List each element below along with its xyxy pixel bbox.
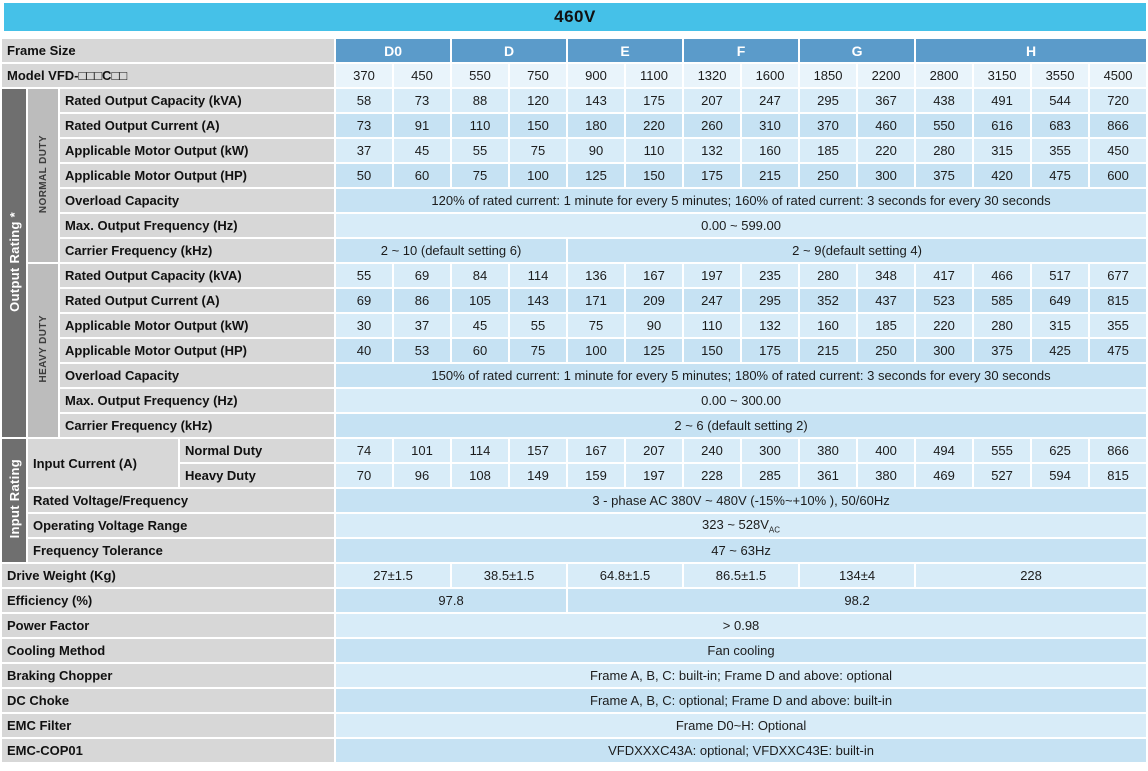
row-label: Carrier Frequency (kHz) [60,414,334,437]
value-cell: 250 [800,164,856,187]
model-cell: 1320 [684,64,740,87]
model-label: Model VFD-□□□C□□ [2,64,334,87]
span-value-cell: 97.8 [336,589,566,612]
value-cell: 75 [510,339,566,362]
row-label: Applicable Motor Output (HP) [60,164,334,187]
value-cell: 100 [510,164,566,187]
value-cell: 150 [684,339,740,362]
row-label: Braking Chopper [2,664,334,687]
spec-row [2,739,1146,762]
value-cell: 585 [974,289,1030,312]
spec-row [2,89,1146,112]
value-cell: 523 [916,289,972,312]
value-cell: 815 [1090,464,1146,487]
value-cell: 475 [1090,339,1146,362]
value-cell: 58 [336,89,392,112]
output-rating-section-label: Output Rating * [6,211,22,312]
row-label: Rated Voltage/Frequency [28,489,334,512]
model-cell: 370 [336,64,392,87]
value-cell: 228 [684,464,740,487]
value-cell: 220 [626,114,682,137]
value-cell: 185 [858,314,914,337]
frame-header: D0 [336,39,450,62]
spec-row [2,689,1146,712]
spec-row [2,339,1146,362]
merged-value-cell: 47 ~ 63Hz [336,539,1146,562]
spec-row [2,664,1146,687]
value-cell: 53 [394,339,450,362]
value-cell: 555 [974,439,1030,462]
model-cell: 4500 [1090,64,1146,87]
row-label: Drive Weight (Kg) [2,564,334,587]
value-cell: 438 [916,89,972,112]
model-cell: 1600 [742,64,798,87]
value-cell: 50 [336,164,392,187]
span-value-cell: 86.5±1.5 [684,564,798,587]
row-label: Operating Voltage Range [28,514,334,537]
value-cell: 517 [1032,264,1088,287]
value-cell: 73 [336,114,392,137]
value-cell: 260 [684,114,740,137]
value-cell: 315 [974,139,1030,162]
value-cell: 91 [394,114,450,137]
value-cell: 215 [800,339,856,362]
row-label: Overload Capacity [60,364,334,387]
value-cell: 75 [452,164,508,187]
row-label: EMC Filter [2,714,334,737]
value-cell: 247 [742,89,798,112]
value-cell: 417 [916,264,972,287]
value-cell: 110 [684,314,740,337]
frame-header: D [452,39,566,62]
duty-sub-label: Heavy Duty [180,464,334,487]
value-cell: 180 [568,114,624,137]
merged-value-cell: Fan cooling [336,639,1146,662]
value-cell: 167 [568,439,624,462]
frame-header: F [684,39,798,62]
merged-value-cell [336,514,1146,537]
value-cell: 491 [974,89,1030,112]
value-cell: 352 [800,289,856,312]
value-cell: 420 [974,164,1030,187]
spec-row [2,489,1146,512]
value-cell: 114 [510,264,566,287]
model-cell: 3550 [1032,64,1088,87]
model-cell: 2800 [916,64,972,87]
value-cell: 75 [568,314,624,337]
value-cell: 300 [858,164,914,187]
value-cell: 207 [626,439,682,462]
frame-header: H [916,39,1146,62]
value-cell: 380 [858,464,914,487]
spec-row [2,714,1146,737]
spec-row [2,639,1146,662]
output-rating-section-bar [2,89,26,437]
row-label: Rated Output Current (A) [60,289,334,312]
value-cell: 250 [858,339,914,362]
value-cell: 285 [742,464,798,487]
value-cell: 136 [568,264,624,287]
value-cell: 45 [394,139,450,162]
spec-row [2,164,1146,187]
row-label: Cooling Method [2,639,334,662]
value-cell: 171 [568,289,624,312]
value-cell: 866 [1090,439,1146,462]
row-label: Max. Output Frequency (Hz) [60,389,334,412]
merged-value-cell: 0.00 ~ 599.00 [336,214,1146,237]
value-cell: 235 [742,264,798,287]
value-cell: 295 [742,289,798,312]
value-cell: 175 [684,164,740,187]
spec-row [2,389,1146,412]
value-cell: 159 [568,464,624,487]
spec-row [2,239,1146,262]
row-label: Applicable Motor Output (HP) [60,339,334,362]
value-cell: 74 [336,439,392,462]
value-cell: 157 [510,439,566,462]
row-label: Rated Output Current (A) [60,114,334,137]
value-cell: 375 [974,339,1030,362]
row-label: Applicable Motor Output (kW) [60,314,334,337]
model-cell: 1100 [626,64,682,87]
value-cell: 197 [684,264,740,287]
span-value-cell: 98.2 [568,589,1146,612]
span-value-cell: 38.5±1.5 [452,564,566,587]
spec-row [2,264,1146,287]
normal-duty-label: NORMAL DUTY [37,134,49,214]
value-cell: 100 [568,339,624,362]
row-label: Power Factor [2,614,334,637]
value-cell: 185 [800,139,856,162]
value-cell: 348 [858,264,914,287]
value-cell: 40 [336,339,392,362]
model-cell: 1850 [800,64,856,87]
value-cell: 60 [394,164,450,187]
model-cell: 900 [568,64,624,87]
merged-value-cell: 2 ~ 6 (default setting 2) [336,414,1146,437]
frame-header: E [568,39,682,62]
value-cell: 625 [1032,439,1088,462]
value-cell: 466 [974,264,1030,287]
input-rating-section-label: Input Rating [6,459,22,539]
value-cell: 220 [858,139,914,162]
duty-sub-label: Normal Duty [180,439,334,462]
value-cell: 110 [452,114,508,137]
value-cell: 88 [452,89,508,112]
value-cell: 69 [394,264,450,287]
value-cell: 84 [452,264,508,287]
value-cell: 207 [684,89,740,112]
input-current-label: Input Current (A) [28,439,178,487]
value-cell: 86 [394,289,450,312]
spec-row [2,289,1146,312]
value-cell: 600 [1090,164,1146,187]
value-cell: 425 [1032,339,1088,362]
value-cell: 400 [858,439,914,462]
value-cell: 132 [742,314,798,337]
merged-value-cell: 0.00 ~ 300.00 [336,389,1146,412]
value-cell: 616 [974,114,1030,137]
value-cell: 527 [974,464,1030,487]
value-cell: 550 [916,114,972,137]
merged-value-cell: 150% of rated current: 1 minute for every 5 minutes; 180% of rated current: 3 seconds for every 30 seconds [336,364,1146,387]
heavy-duty-bar [28,264,58,437]
value-cell: 37 [336,139,392,162]
spec-row [2,189,1146,212]
value-cell: 96 [394,464,450,487]
spec-row [2,564,1146,587]
value-cell: 90 [626,314,682,337]
value-cell: 160 [800,314,856,337]
merged-value-cell: Frame A, B, C: built-in; Frame D and above: optional [336,664,1146,687]
spec-row [2,114,1146,137]
value-cell: 649 [1032,289,1088,312]
row-label: Rated Output Capacity (kVA) [60,89,334,112]
normal-duty-bar [28,89,58,262]
value-cell: 240 [684,439,740,462]
value-cell: 101 [394,439,450,462]
merged-value-cell: > 0.98 [336,614,1146,637]
value-cell: 90 [568,139,624,162]
value-cell: 132 [684,139,740,162]
value-cell: 167 [626,264,682,287]
value-cell: 361 [800,464,856,487]
value-cell: 300 [916,339,972,362]
value-cell: 677 [1090,264,1146,287]
value-cell: 45 [452,314,508,337]
model-cell: 750 [510,64,566,87]
merged-value-cell: 3 - phase AC 380V ~ 480V (-15%~+10% ), 50/60Hz [336,489,1146,512]
spec-row [2,414,1146,437]
value-cell: 280 [974,314,1030,337]
voltage-class-banner: 460V [4,3,1146,31]
value-cell: 544 [1032,89,1088,112]
row-label: DC Choke [2,689,334,712]
value-cell: 247 [684,289,740,312]
value-cell: 55 [510,314,566,337]
frame-size-row [2,39,1146,62]
merged-value-cell: VFDXXXC43A: optional; VFDXXC43E: built-in [336,739,1146,762]
value-cell: 55 [452,139,508,162]
value-cell: 280 [916,139,972,162]
value-cell: 114 [452,439,508,462]
frame-size-label: Frame Size [2,39,334,62]
spec-row [2,364,1146,387]
spec-row [2,514,1146,537]
value-cell: 105 [452,289,508,312]
model-cell: 550 [452,64,508,87]
merged-text: 323 ~ 528V [702,516,769,532]
value-cell: 60 [452,339,508,362]
value-cell: 175 [742,339,798,362]
value-cell: 110 [626,139,682,162]
value-cell: 150 [510,114,566,137]
value-cell: 295 [800,89,856,112]
value-cell: 494 [916,439,972,462]
value-cell: 125 [626,339,682,362]
spec-row [2,539,1146,562]
merged-value-cell: Frame A, B, C: optional; Frame D and above: built-in [336,689,1146,712]
value-cell: 815 [1090,289,1146,312]
value-cell: 355 [1090,314,1146,337]
row-label: Efficiency (%) [2,589,334,612]
value-cell: 37 [394,314,450,337]
span-value-cell: 27±1.5 [336,564,450,587]
row-label: Carrier Frequency (kHz) [60,239,334,262]
row-label: EMC-COP01 [2,739,334,762]
value-cell: 175 [626,89,682,112]
value-cell: 300 [742,439,798,462]
value-cell: 437 [858,289,914,312]
spec-row [2,214,1146,237]
value-cell: 108 [452,464,508,487]
value-cell: 594 [1032,464,1088,487]
spec-row [2,589,1146,612]
value-cell: 375 [916,164,972,187]
value-cell: 310 [742,114,798,137]
value-cell: 315 [1032,314,1088,337]
value-cell: 355 [1032,139,1088,162]
span-value-cell: 64.8±1.5 [568,564,682,587]
value-cell: 143 [568,89,624,112]
value-cell: 370 [800,114,856,137]
model-cell: 2200 [858,64,914,87]
model-cell: 450 [394,64,450,87]
spec-row [2,314,1146,337]
span-value-cell: 228 [916,564,1146,587]
value-cell: 460 [858,114,914,137]
model-cell: 3150 [974,64,1030,87]
value-cell: 469 [916,464,972,487]
row-label: Applicable Motor Output (kW) [60,139,334,162]
span-value-cell: 2 ~ 10 (default setting 6) [336,239,566,262]
value-cell: 209 [626,289,682,312]
value-cell: 120 [510,89,566,112]
value-cell: 75 [510,139,566,162]
spec-row [2,614,1146,637]
value-cell: 30 [336,314,392,337]
value-cell: 866 [1090,114,1146,137]
value-cell: 683 [1032,114,1088,137]
value-cell: 280 [800,264,856,287]
value-cell: 149 [510,464,566,487]
row-label: Rated Output Capacity (kVA) [60,264,334,287]
value-cell: 215 [742,164,798,187]
span-value-cell: 2 ~ 9(default setting 4) [568,239,1146,262]
row-label: Overload Capacity [60,189,334,212]
value-cell: 150 [626,164,682,187]
value-cell: 450 [1090,139,1146,162]
value-cell: 220 [916,314,972,337]
value-cell: 125 [568,164,624,187]
value-cell: 73 [394,89,450,112]
spec-table [0,37,1148,764]
merged-sub-text: AC [768,525,781,535]
value-cell: 367 [858,89,914,112]
value-cell: 69 [336,289,392,312]
spec-row [2,139,1146,162]
value-cell: 720 [1090,89,1146,112]
span-value-cell: 134±4 [800,564,914,587]
value-cell: 380 [800,439,856,462]
model-row [2,64,1146,87]
value-cell: 160 [742,139,798,162]
input-rating-section-bar [2,439,26,562]
heavy-duty-label: HEAVY DUTY [37,315,49,383]
frame-header: G [800,39,914,62]
value-cell: 55 [336,264,392,287]
value-cell: 143 [510,289,566,312]
row-label: Frequency Tolerance [28,539,334,562]
value-cell: 197 [626,464,682,487]
spec-row [2,439,1146,462]
row-label: Max. Output Frequency (Hz) [60,214,334,237]
merged-value-cell: Frame D0~H: Optional [336,714,1146,737]
value-cell: 475 [1032,164,1088,187]
merged-value-cell: 120% of rated current: 1 minute for every 5 minutes; 160% of rated current: 3 seconds for every 30 seconds [336,189,1146,212]
value-cell: 70 [336,464,392,487]
